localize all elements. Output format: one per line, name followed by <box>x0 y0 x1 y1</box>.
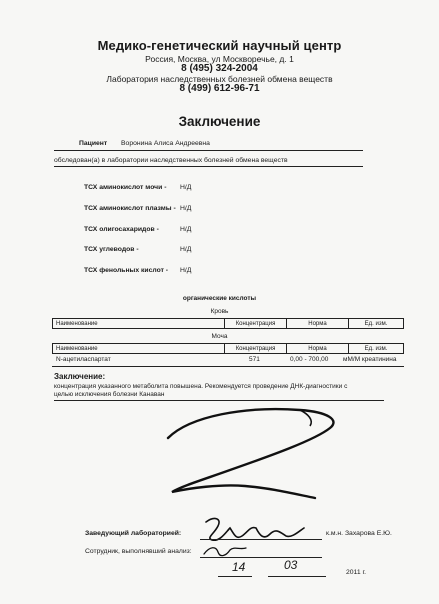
result-norm: 0,00 - 700,00 <box>290 356 329 363</box>
test-label: ТСХ аминокислот плазмы - <box>84 205 176 212</box>
result-underline <box>52 366 404 367</box>
blood-table <box>52 318 404 329</box>
result-unit: мМ/М креатинина <box>343 356 397 363</box>
examined-underline <box>54 166 363 167</box>
conclusion-line2: целью исключения болезни Канаван <box>54 391 165 398</box>
test-value: Н/Д <box>180 246 192 253</box>
handwritten-mark-icon <box>150 398 350 508</box>
blood-section-label: Кровь <box>210 308 229 315</box>
document-title: Заключение <box>178 114 261 129</box>
test-label: ТСХ аминокислот мочи - <box>84 184 167 191</box>
result-name: N-ацетиласпартат <box>56 356 111 363</box>
header-cell-name: Наименование <box>53 319 225 329</box>
patient-name: Воронина Алиса Андреевна <box>121 140 210 147</box>
urine-section-label: Моча <box>211 333 228 340</box>
header-cell-norm: Норма <box>287 344 349 354</box>
lab-name: Лаборатория наследственных болезней обмена веществ <box>106 74 333 84</box>
header-cell-conc: Концентрация <box>225 344 287 354</box>
center-phone: 8 (495) 324-2004 <box>181 63 258 74</box>
staff-signature-line <box>200 557 322 558</box>
header-cell-name: Наименование <box>53 344 225 354</box>
patient-underline <box>54 150 363 151</box>
test-label: ТСХ фенольных кислот - <box>84 267 169 274</box>
date-year: 2011 г. <box>346 569 367 576</box>
center-title: Медико-генетический научный центр <box>97 38 342 53</box>
header-cell-unit: Ед. изм. <box>349 344 404 354</box>
lab-phone: 8 (499) 612-96-71 <box>179 83 260 94</box>
header-cell-conc: Концентрация <box>225 319 287 329</box>
staff-signature-icon <box>200 540 250 562</box>
result-concentration: 571 <box>249 356 260 363</box>
date-day-line <box>218 576 252 577</box>
test-value: Н/Д <box>180 205 192 212</box>
header-cell-norm: Норма <box>287 319 349 329</box>
table-header-row <box>53 319 404 329</box>
conclusion-title: Заключение: <box>54 372 106 381</box>
table-header-row <box>53 344 404 354</box>
urine-table <box>52 343 404 354</box>
test-value: Н/Д <box>180 267 192 274</box>
patient-label: Пациент <box>79 140 108 147</box>
organic-acids-title: органические кислоты <box>182 295 257 302</box>
head-name: к.м.н. Захарова Е.Ю. <box>326 530 392 537</box>
date-day: 14 <box>232 560 246 574</box>
date-month: 03 <box>284 558 298 572</box>
head-label: Заведующий лабораторией: <box>85 530 182 537</box>
test-label: ТСХ углеводов - <box>84 246 139 253</box>
staff-label: Сотрудник, выполнявший анализ: <box>85 548 192 555</box>
test-value: Н/Д <box>180 226 192 233</box>
examined-text: обследован(а) в лаборатории наследственных болезней обмена веществ <box>54 157 288 164</box>
conclusion-line1: концентрация указанного метаболита повышена. Рекомендуется проведение ДНК-диагностики с <box>54 383 348 390</box>
date-month-line <box>268 576 326 577</box>
header-cell-unit: Ед. изм. <box>349 319 404 329</box>
test-value: Н/Д <box>180 184 192 191</box>
test-label: ТСХ олигосахаридов - <box>84 226 159 233</box>
center-address: Россия, Москва, ул Москворечье, д. 1 <box>145 54 294 64</box>
